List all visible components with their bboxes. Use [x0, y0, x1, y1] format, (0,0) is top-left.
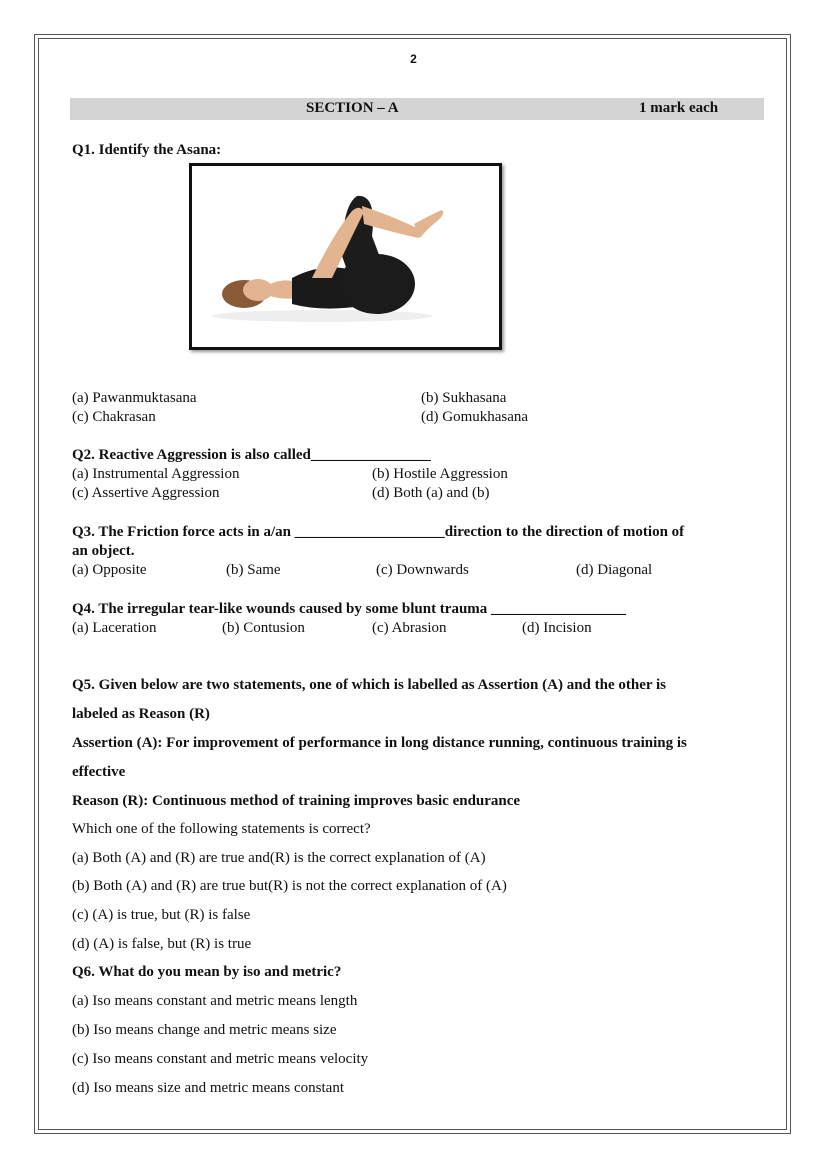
- q3-option-d: (d) Diagonal: [576, 562, 653, 578]
- q1-option-a: (a) Pawanmuktasana: [72, 390, 197, 406]
- q6-option-a: (a) Iso means constant and metric means length: [72, 993, 358, 1009]
- q2-question: Q2. Reactive Aggression is also called________________: [72, 447, 431, 463]
- q1-option-d: (d) Gomukhasana: [421, 409, 529, 425]
- q5-assertion-line1: Assertion (A): For improvement of performance in long distance running, continuous training is: [72, 735, 687, 751]
- q4-option-b: (b) Contusion: [222, 620, 305, 636]
- q6-option-b: (b) Iso means change and metric means size: [72, 1022, 337, 1038]
- q3-option-b: (b) Same: [226, 562, 281, 578]
- q3-option-c: (c) Downwards: [376, 562, 469, 578]
- q5-option-d: (d) (A) is false, but (R) is true: [72, 936, 252, 952]
- q1-option-b: (b) Sukhasana: [421, 390, 507, 406]
- asana-photo: [189, 163, 502, 350]
- section-title: SECTION – A: [306, 100, 399, 116]
- q2-option-d: (d) Both (a) and (b): [372, 485, 490, 501]
- q3-question-line1: Q3. The Friction force acts in a/an ____________________direction to the direction of motion of: [72, 524, 685, 540]
- q6-option-c: (c) Iso means constant and metric means velocity: [72, 1051, 369, 1067]
- q5-question-line2: labeled as Reason (R): [72, 706, 210, 722]
- q1-question: Q1. Identify the Asana:: [72, 142, 222, 158]
- q6-question: Q6. What do you mean by iso and metric?: [72, 964, 342, 980]
- q5-option-b: (b) Both (A) and (R) are true but(R) is not the correct explanation of (A): [72, 878, 507, 894]
- q1-option-c: (c) Chakrasan: [72, 409, 156, 425]
- q6-option-d: (d) Iso means size and metric means constant: [72, 1080, 344, 1096]
- q3-question-line2: an object.: [72, 543, 135, 559]
- q5-option-a: (a) Both (A) and (R) are true and(R) is the correct explanation of (A): [72, 850, 486, 866]
- q5-reason: Reason (R): Continuous method of training improves basic endurance: [72, 793, 521, 809]
- q5-option-c: (c) (A) is true, but (R) is false: [72, 907, 251, 923]
- q5-text-line1: . Given below are two statements, one of which is labelled as Assertion (A) and the other is: [91, 677, 667, 693]
- page-number: 2: [410, 52, 417, 66]
- q5-assertion-line2: effective: [72, 764, 126, 780]
- q4-option-a: (a) Laceration: [72, 620, 157, 636]
- q5-question-line1: [72, 677, 666, 694]
- q3-option-a: (a) Opposite: [72, 562, 147, 578]
- q2-option-a: (a) Instrumental Aggression: [72, 466, 240, 482]
- q4-option-d: (d) Incision: [522, 620, 592, 636]
- section-marks: 1 mark each: [639, 100, 719, 116]
- q4-question: Q4. The irregular tear-like wounds caused by some blunt trauma __________________: [72, 601, 627, 617]
- q4-option-c: (c) Abrasion: [372, 620, 447, 636]
- q2-option-b: (b) Hostile Aggression: [372, 466, 508, 482]
- asana-illustration: [192, 166, 499, 347]
- q2-option-c: (c) Assertive Aggression: [72, 485, 220, 501]
- q5-number: Q5: [72, 677, 92, 693]
- q5-prompt: Which one of the following statements is correct?: [72, 821, 371, 837]
